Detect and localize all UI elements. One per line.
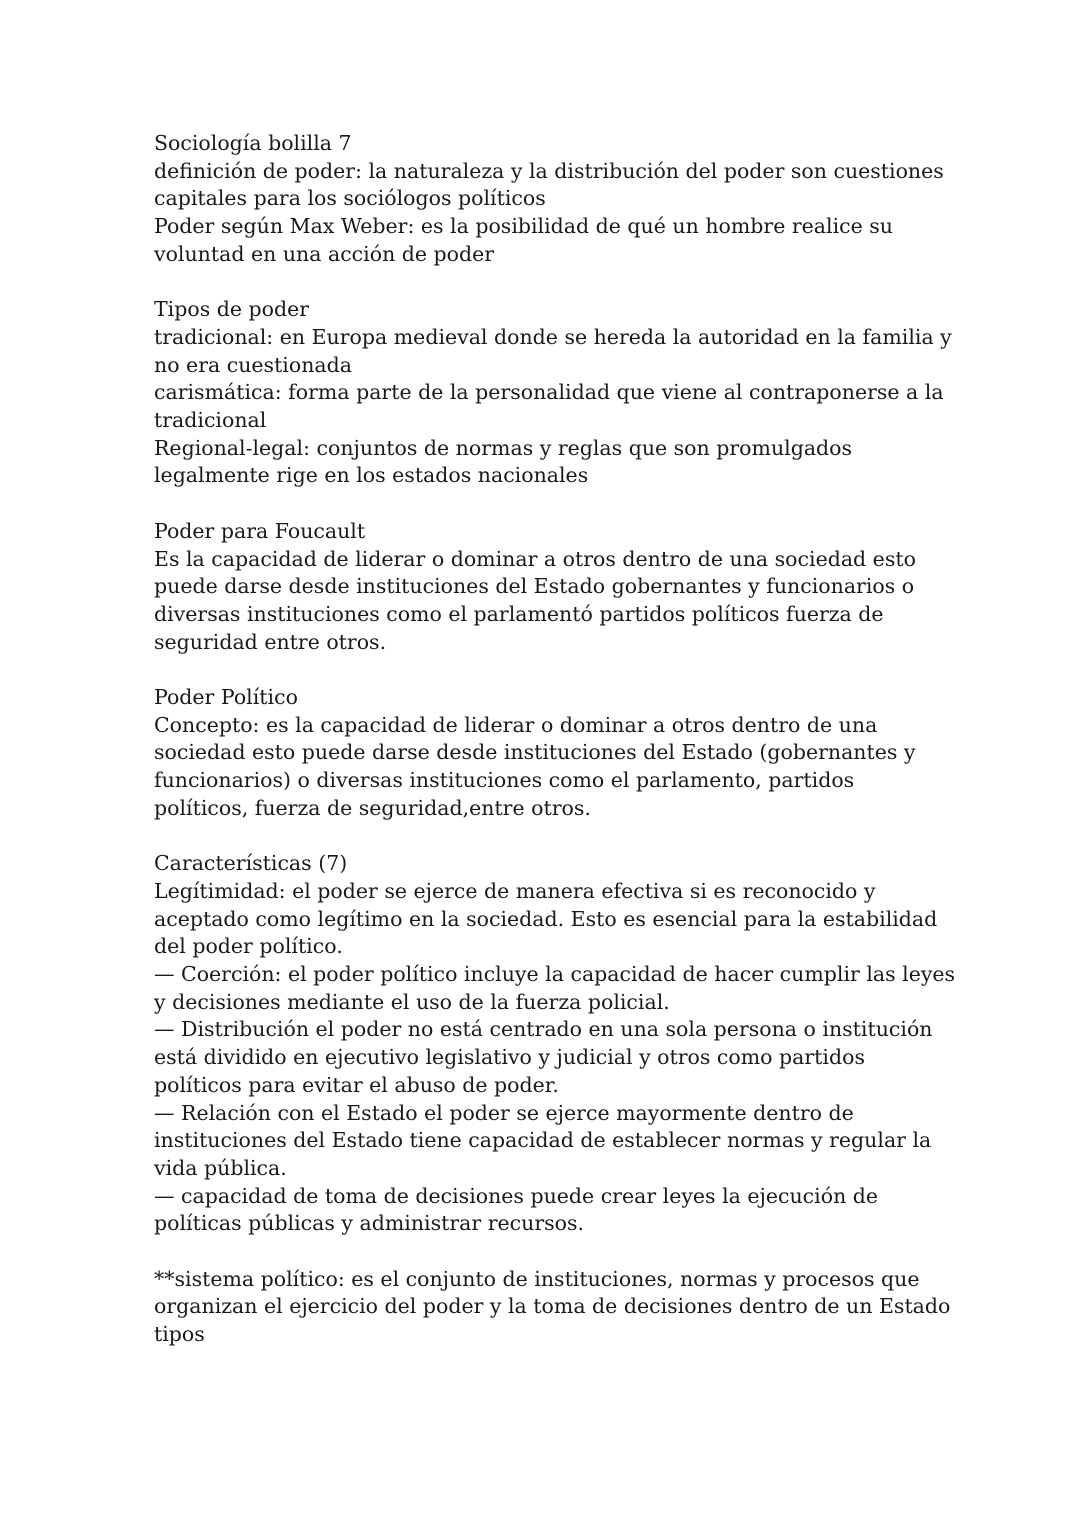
text-line: y decisiones mediante el uso de la fuerza policial. (154, 989, 670, 1014)
text-line: voluntad en una acción de poder (154, 241, 495, 266)
section-heading-line: Sociología bolilla 7 (154, 131, 352, 155)
text-line: puede darse desde instituciones del Estado gobernantes y funcionarios o (154, 574, 915, 599)
text-line: — Coerción: el poder político incluye la capacidad de hacer cumplir las leyes (154, 962, 956, 987)
document-section-2 (154, 296, 952, 490)
text-line: del poder político. (154, 934, 343, 959)
text-line: — Relación con el Estado el poder se ejerce mayormente dentro de (154, 1100, 854, 1125)
text-line: tipos (154, 1322, 205, 1347)
text-line: políticos, fuerza de seguridad,entre otros. (154, 795, 591, 820)
document-section-6 (154, 1266, 951, 1349)
text-line: organizan el ejercicio del poder y la toma de decisiones dentro de un Estado (154, 1294, 951, 1319)
section-heading-line: Características (7) (154, 851, 348, 876)
text-line: seguridad entre otros. (154, 629, 387, 654)
text-line: — capacidad de toma de decisiones puede crear leyes la ejecución de (154, 1183, 879, 1208)
text-line: Es la capacidad de liderar o dominar a otros dentro de una sociedad esto (154, 546, 916, 571)
text-line: vida pública. (154, 1155, 287, 1180)
text-line: — Distribución el poder no está centrado en una sola persona o institución (154, 1017, 933, 1042)
text-line: capitales para los sociólogos políticos (154, 186, 546, 211)
text-line: diversas instituciones como el parlamentó partidos políticos fuerza de (154, 601, 884, 626)
text-line: no era cuestionada (154, 352, 352, 377)
document-section-4 (154, 684, 944, 823)
text-line: Poder según Max Weber: es la posibilidad de qué un hombre realice su (154, 214, 893, 239)
section-heading-line: **sistema político: es el conjunto de instituciones, normas y procesos que (154, 1266, 920, 1291)
text-line: definición de poder: la naturaleza y la distribución del poder son cuestiones (154, 158, 944, 183)
section-heading-line: Tipos de poder (154, 297, 310, 322)
text-line: Legítimidad: el poder se ejerce de manera efectiva si es reconocido y (154, 878, 876, 903)
text-line: tradicional (154, 408, 267, 433)
document-section-3 (154, 518, 944, 657)
text-line: funcionarios) o diversas instituciones como el parlamento, partidos (154, 768, 855, 793)
text-line: carismática: forma parte de la personalidad que viene al contraponerse a la (154, 380, 944, 405)
text-line: políticas públicas y administrar recursos. (154, 1211, 585, 1236)
document-body (154, 130, 956, 1377)
document-section-5 (154, 850, 956, 1238)
text-line: aceptado como legítimo en la sociedad. Esto es esencial para la estabilidad (154, 906, 938, 931)
text-line: instituciones del Estado tiene capacidad de establecer normas y regular la (154, 1128, 932, 1153)
text-line: está dividido en ejecutivo legislativo y judicial y otros como partidos (154, 1045, 865, 1070)
section-heading-line: Poder Político (154, 685, 298, 710)
text-line: Regional-legal: conjuntos de normas y reglas que son promulgados (154, 435, 853, 460)
text-line: Concepto: es la capacidad de liderar o dominar a otros dentro de una (154, 712, 878, 737)
text-line: tradicional: en Europa medieval donde se hereda la autoridad en la familia y (154, 324, 952, 349)
text-line: legalmente rige en los estados nacionales (154, 463, 589, 488)
text-line: políticos para evitar el abuso de poder. (154, 1072, 559, 1097)
document-section-1 (154, 130, 944, 269)
section-heading-line: Poder para Foucault (154, 518, 366, 543)
text-line: sociedad esto puede darse desde instituciones del Estado (gobernantes y (154, 740, 916, 765)
